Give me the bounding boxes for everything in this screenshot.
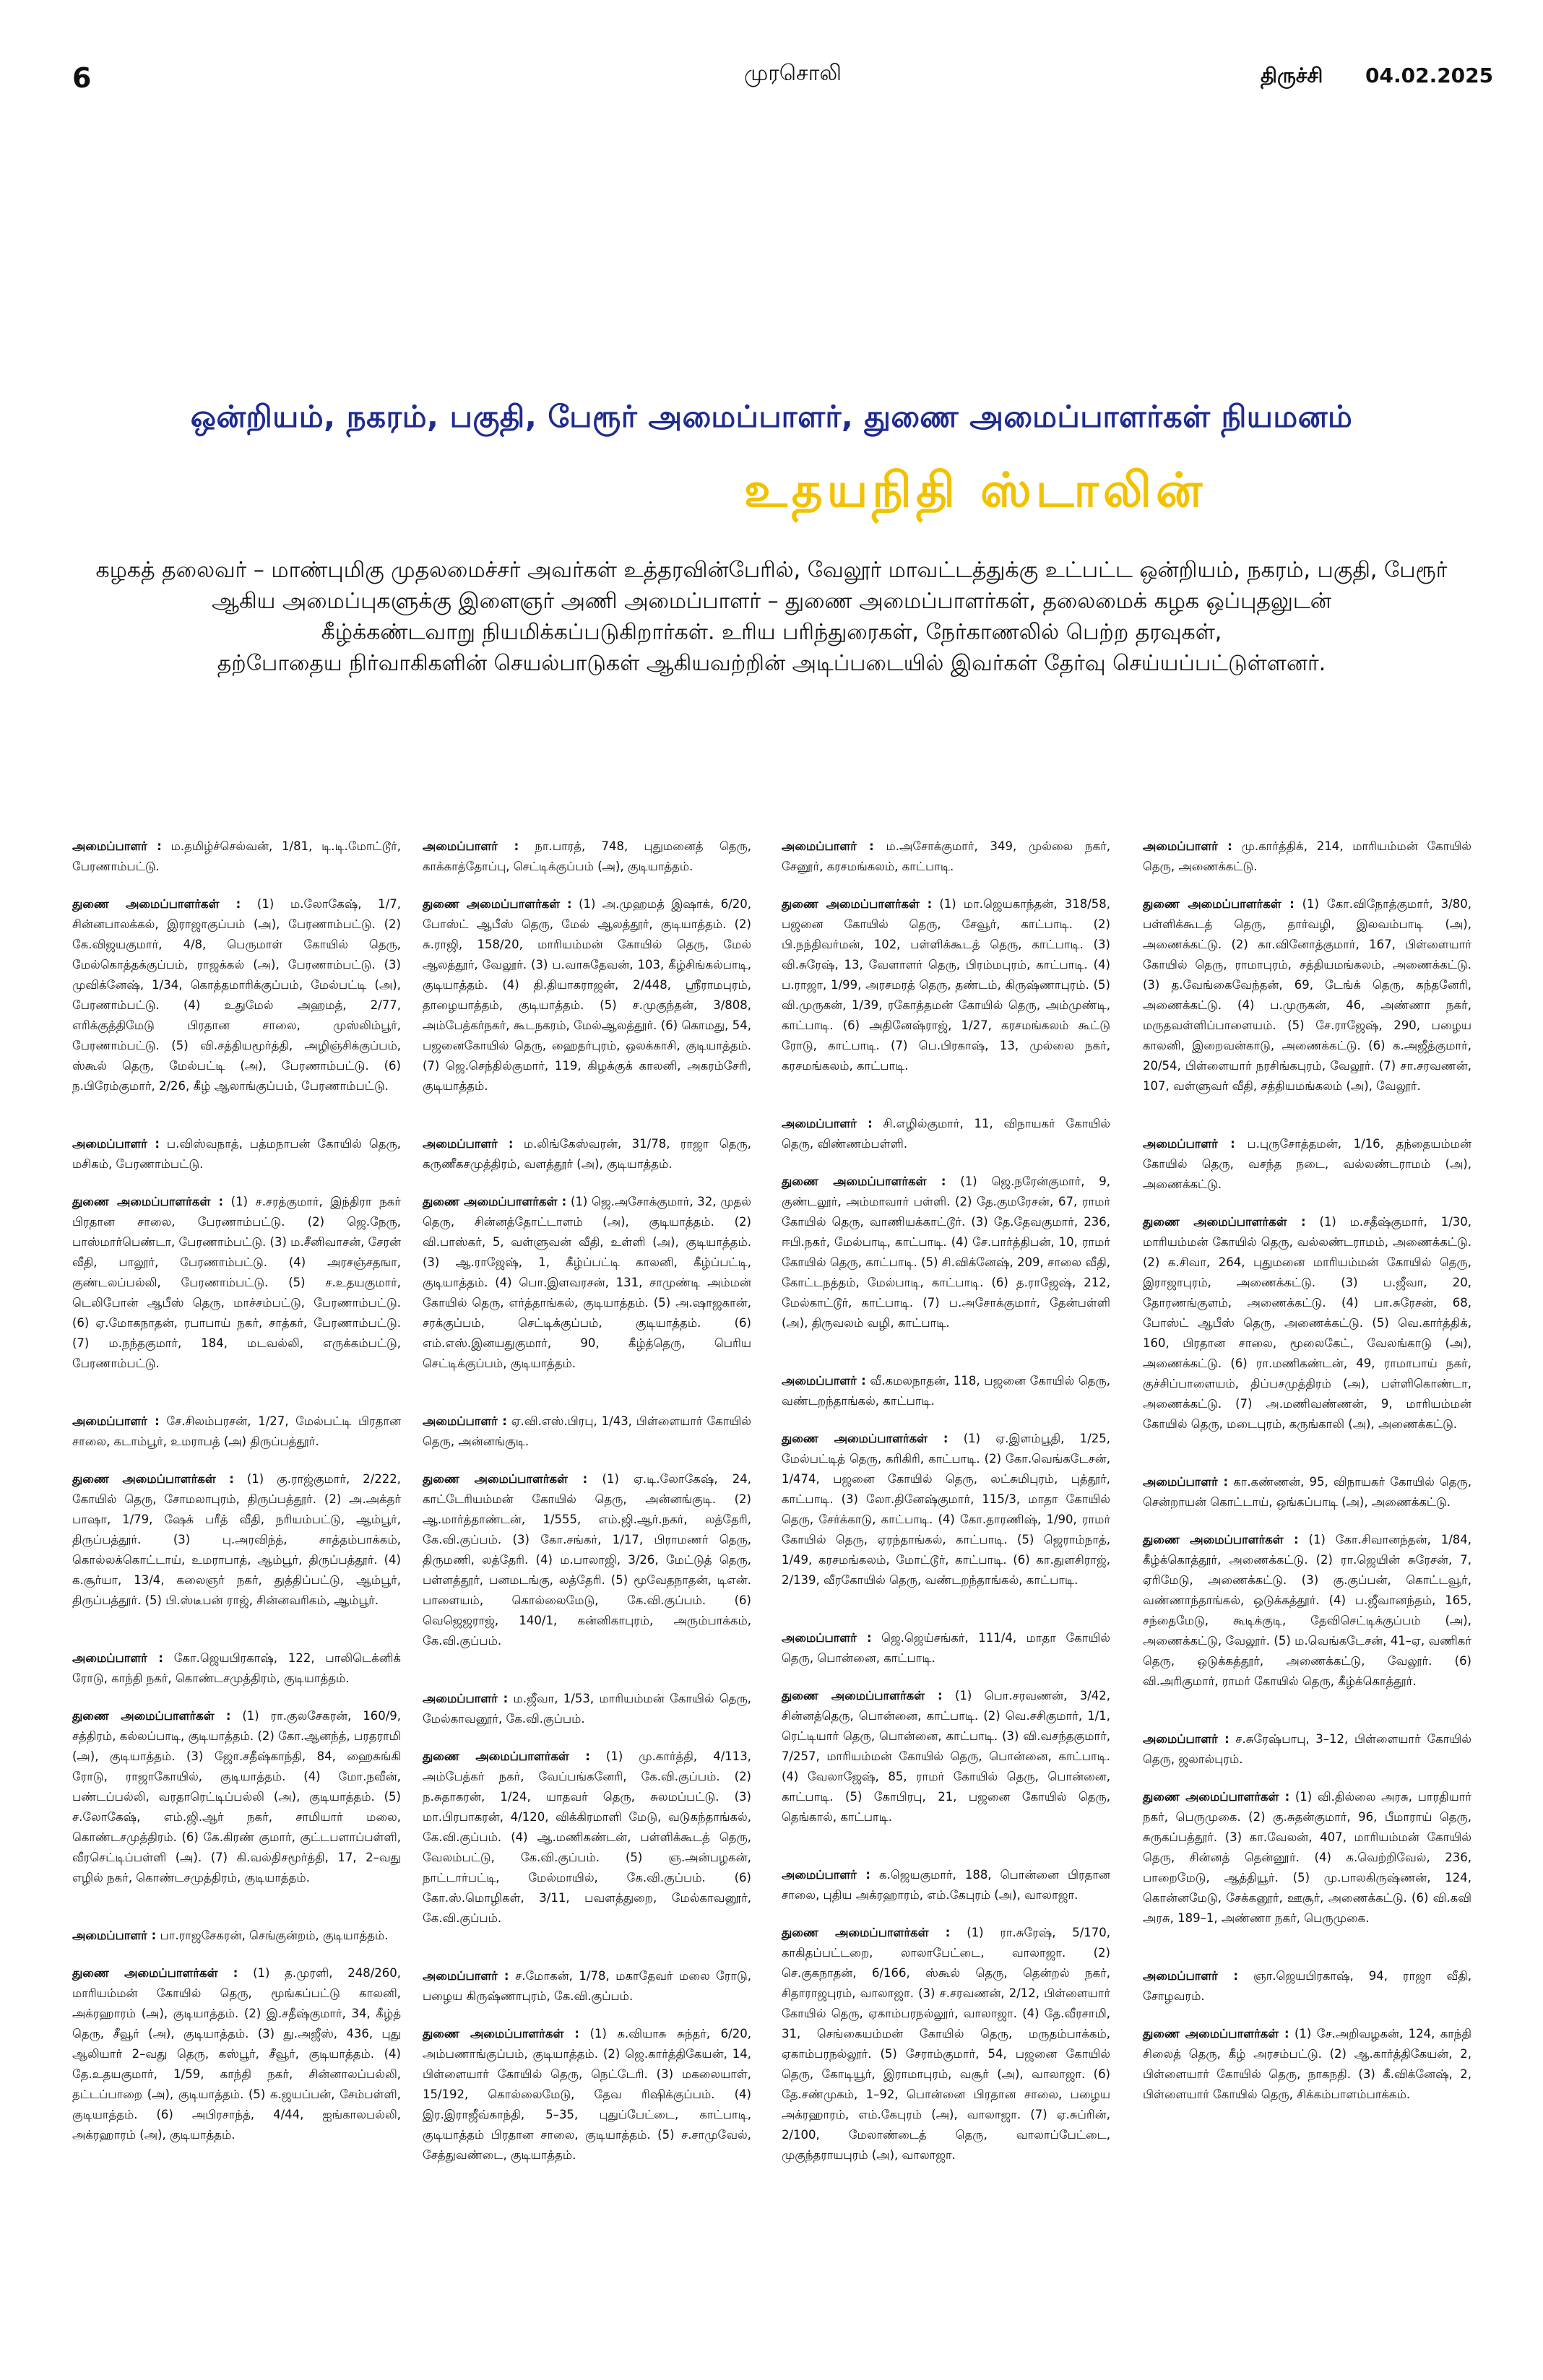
organizer-label: அமைப்பாளர் : <box>72 1651 163 1665</box>
deputies-label: துணை அமைப்பாளர்கள் : <box>1143 1215 1306 1229</box>
intro-line: கழகத் தலைவர் – மாண்புமிகு முதலமைச்சர் அவர்கள் உத்தரவின்பேரில், வேலூர் மாவட்டத்துக்கு உட்பட்ட ஒன்றியம், நகரம், பகுதி, பேரூர் <box>95 558 1448 583</box>
organizer-text: ச.சுரேஷ்பாபு, 3–12, பிள்ளையார் கோயில் தெரு, ஜலால்புரம். <box>1143 1732 1471 1766</box>
deputies-entry <box>782 1686 1110 1827</box>
organizer-label: அமைப்பாளர் : <box>782 839 874 853</box>
deputies-text: (1) ஏ.இளம்பூதி, 1/25, மேல்பட்டித் தெரு, கரிகிரி, காட்பாடி. (2) கோ.வெங்கடேசன், 1/474, பஜனை கோயில் தெரு, லட்சுமிபுரம், புத்தூர், காட்பாடி. (3) லோ.தினேஷ்குமார், 115/3, மாதா கோயில் தெரு, சேர்க்காடு, காட்பாடி. (4) கோ.தாரணிஷ், 1/90, ராமர் கோயில் தெரு, ஏரந்தாங்கல், காட்பாடி. (5) ஜெராம்நாத், 1/49, கரசமங்கலம், மோட்டூர், காட்பாடி. (6) கா.துளசிராஜ், 2/139, வீரகோயில் தெரு, வண்டறந்தாங்கல், காட்பாடி. <box>782 1432 1111 1587</box>
organizer-text: ப.புருசோத்தமன், 1/16, தந்தையம்மன் கோயில் தெரு, வசந்த நடை, வல்லண்டராமம் (அ), அணைக்கட்டு. <box>1143 1137 1471 1191</box>
organizer-entry <box>423 1689 751 1729</box>
deputies-text: (1) கோ.சிவானந்தன், 1/84, கீழ்க்கொத்தூர், அணைக்கட்டு. (2) ரா.ஜெயின் சுரேசன், 7, ஏரிமேடு, அணைக்கட்டு. (3) கு.குப்பன், கொட்டவூர், வண்ணாந்தாங்கல், ஒடுக்கத்தூர். (4) ப.ஜீவானந்தம், 165, சந்தைமேடு, கூடிக்குடி, தேவிசெட்டிக்குப்பம் (அ), அணைக்கட்டு, வேலூர். (5) ம.வெங்கடேசன், 41–ஏ, வணிகர் தெரு, ஒடுக்கத்தூர், அணைக்கட்டு, வேலூர். (6) வி.அரிகுமார், ராமர் கோயில் தெரு, கீழ்க்கொத்தூர். <box>1143 1533 1472 1688</box>
deputies-entry <box>782 1923 1110 2165</box>
deputies-label: துணை அமைப்பாளர்கள் : <box>72 897 241 911</box>
deputies-label: துணை அமைப்பாளர்கள் : <box>782 1926 951 1939</box>
deputies-label: துணை அமைப்பாளர்கள் : <box>72 1195 224 1208</box>
organizer-entry <box>782 1371 1110 1411</box>
organizer-text: நா.பாரத், 748, புதுமனைத் தெரு, காக்காத்தோப்பு, செட்டிக்குப்பம் (அ), குடியாத்தம். <box>423 839 751 873</box>
organizer-label: அமைப்பாளர் : <box>72 839 162 853</box>
deputies-entry <box>1143 1787 1471 1929</box>
organizer-text: சே.சிலம்பரசன், 1/27, மேல்பட்டி பிரதான சாலை, கடாம்பூர், உமராபத் (அ) திருப்பத்தூர். <box>72 1414 401 1448</box>
deputies-label: துணை அமைப்பாளர்கள் : <box>423 1472 588 1486</box>
deputies-entry <box>72 1192 401 1374</box>
organizer-entry <box>782 1628 1110 1669</box>
deputies-text: (1) ரா.குலசேகரன், 160/9, சத்திரம், கல்லப்பாடி, குடியாத்தம். (2) கோ.ஆனந்த், பரதராமி (அ), குடியாத்தம். (3) ஜோ.சதீஷ்காந்தி, 84, ஹைசுங்கி ரோடு, ராஜாகோயில், குடியாத்தம். (4) மோ.நவீன், பண்டப்பல்லி, வரதாரெட்டிப்பல்லி (அ), குடியாத்தம். (5) ச.லோகேஷ், எம்.ஜி.ஆர் நகர், சாமியார் மலை, கொண்டசமுத்திரம். (6) கே.கிரண் குமார், குட்டபளாப்பள்ளி, வீரசெட்டிப்பள்ளி (அ). (7) கி.வல்திசமூர்த்தி, 17, 2–வது எழில் நகர், கொண்டசமுத்திரம், குடியாத்தம். <box>72 1709 401 1884</box>
appointment-block <box>72 1926 401 2145</box>
deputies-entry <box>423 894 751 1096</box>
appointment-block <box>72 1134 401 1374</box>
appointment-block <box>1143 1472 1471 1692</box>
deputies-text: (1) அ.முஹமத் இஷாக், 6/20, போஸ்ட் ஆபீஸ் தெரு, மேல் ஆலத்தூர், குடியாத்தம். (2) சு.ராஜி, 158/20, மாரியம்மன் கோயில் தெரு, மேல் ஆலத்தூர், வேலூர். (3) ப.வாசுதேவன், 103, கீழ்சிங்கல்பாடி, குடியாத்தம். (4) தி.தியாகராஜன், 2/448, ஸ்ரீராமபுரம், தாழையாத்தம், குடியாத்தம். (5) ச.முகுந்தன், 3/808, அம்பேத்கர்நகர், கூடநகரம், மேல்ஆலத்தூர். (6) கொமது, 54, பஜனைகோயில் தெரு, ஹைதர்புரம், ஒலக்காசி, குடியாத்தம். (7) ஜெ.செந்தில்குமார், 119, கிழக்குக் காலனி, அகரம்சேரி, குடியாத்தம். <box>423 897 751 1093</box>
deputies-entry <box>1143 1530 1471 1692</box>
appointment-block <box>72 1411 401 1611</box>
organizer-entry <box>782 1114 1110 1154</box>
appointment-block <box>423 836 751 1096</box>
organizer-text: சி.எழில்குமார், 11, விநாயகர் கோயில் தெரு, விண்ணம்பள்ளி. <box>782 1117 1111 1151</box>
deputies-label: துணை அமைப்பாளர்கள் : <box>72 1472 234 1486</box>
organizer-label: அமைப்பாளர் : <box>423 1414 507 1428</box>
deputies-label: துணை அமைப்பாளர்கள் : <box>782 1174 946 1188</box>
deputies-text: (1) ம.சதீஷ்குமார், 1/30, மாரியம்மன் கோயில் தெரு, வல்லண்டராமம், அணைக்கட்டு. (2) க.சிவா, 264, புதுமனை மாரியம்மன் கோயில் தெரு, இராஜாபுரம், அணைக்கட்டு. (3) ப.ஜீவா, 20, தோரணங்குளம், அணைக்கட்டு. (4) பா.சுரேசன், 68, போஸ்ட் ஆபீஸ் தெரு, அணைக்கட்டு. (5) வெ.கார்த்திக், 160, பிரதான சாலை, மூலைகேட், வேலங்காடு (அ), அணைக்கட்டு. (6) ரா.மணிகண்டன், 49, ராமாபாய் நகர், குச்சிப்பாளையம், திப்பசமுத்திரம் (அ), பள்ளிகொண்டா, அணைக்கட்டு. (7) அ.மணிவண்ணன், 9, மாரியம்மன் கோயில் தெரு, மடைபுரம், கருங்காலி (அ), அணைக்கட்டு. <box>1143 1215 1471 1431</box>
deputies-label: துணை அமைப்பாளர்கள் : <box>72 1966 238 1980</box>
organizer-entry <box>423 1966 751 2007</box>
organizer-label: அமைப்பாளர் : <box>1143 1137 1235 1151</box>
deputies-text: (1) ஜெ.அசோக்குமார், 32, முதல் தெரு, சின்னத்தோட்டாளம் (அ), குடியாத்தம். (2) வி.பாஸ்கர், 5, வள்ளுவன் வீதி, உள்ளி (அ), குடியாத்தம். (3) ஆ.ராஜேஷ், 1, கீழ்ப்பட்டி காலனி, கீழ்ப்பட்டி, குடியாத்தம். (4) பொ.இளவரசன், 131, சாமுண்டி அம்மன் கோயில் தெரு, எர்த்தாங்கல், குடியாத்தம். (5) அ.ஷாஜகான், சரக்குப்பம், செட்டிக்குப்பம், குடியாத்தம். (6) எம்.எஸ்.இனயதுகுமார், 90, கீழ்த்தெரு, பெரிய செட்டிக்குப்பம், குடியாத்தம். <box>423 1195 751 1370</box>
organizer-label: அமைப்பாளர் : <box>782 1868 871 1882</box>
leader-name: உதயநிதி ஸ்டாலின் <box>743 462 1207 518</box>
organizer-text: வீ.கமலநாதன், 118, பஜனை கோயில் தெரு, வண்டறந்தாங்கல், காட்பாடி. <box>782 1374 1110 1408</box>
organizer-label: அமைப்பாளர் : <box>72 1414 160 1428</box>
organizer-text: ம.லிங்கேஸ்வரன், 31/78, ராஜா தெரு, கருணீகசமுத்திரம், வளத்தூர் (அ), குடியாத்தம். <box>423 1137 751 1171</box>
organizer-text: க.ஜெயகுமார், 188, பொன்னை பிரதான சாலை, புதிய அக்ரஹாரம், எம்.கேபுரம் (அ), வாலாஜா. <box>782 1868 1110 1902</box>
deputies-label: துணை அமைப்பாளர்கள் : <box>782 897 933 911</box>
appointment-block <box>423 1411 751 1651</box>
deputies-text: (1) பொ.சரவணன், 3/42, சின்னத்தெரு, பொன்னை, காட்பாடி. (2) வெ.சசிகுமார், 1/1, ரெட்டியார் தெரு, பொன்னை, காட்பாடி. (3) வி.வசந்தகுமார், 7/257, மாரியம்மன் கோயில் தெரு, பொன்னை, காட்பாடி. (4) வேலாஜேஷ், 85, ராமர் கோயில் தெரு, பொன்னை, காட்பாடி. (5) கோபிரபு, 21, பஜனை கோயில் தெரு, தெங்கால், காட்பாடி. <box>782 1689 1110 1824</box>
appointment-block <box>72 1648 401 1888</box>
organizer-label: அமைப்பாளர் : <box>423 839 519 853</box>
organizer-label: அமைப்பாளர் : <box>72 1137 160 1151</box>
newspaper-name: முரசொலி <box>744 61 842 86</box>
edition-date: 04.02.2025 <box>1365 64 1494 87</box>
deputies-text: (1) மு.கார்த்தி, 4/113, அம்பேத்கர் நகர், வேப்பங்கனேரி, கே.வி.குப்பம். (2) ந.சுதாகரன், 1/24, யாதவர் தெரு, சுலமப்பட்டு. (3) மா.பிரபாகரன், 4/120, விக்கிரமாளி மேடு, வடுகந்தாங்கல், கே.வி.குப்பம். (4) ஆ.மணிகண்டன், பள்ளிக்கூடத் தெரு, வேலம்பட்டு, கே.வி.குப்பம். (5) ஞ.அன்பழகன், நாட்டார்பட்டி, மேல்மாயில், கே.வி.குப்பம். (6) கோ.ஸ்.மொழிகள், 3/11, பவளத்துறை, மேல்காவனூர், கே.வி.குப்பம். <box>423 1749 751 1925</box>
organizer-text: ப.விஸ்வநாத், பத்மநாபன் கோயில் தெரு, மசிகம், பேரணாம்பட்டு. <box>72 1137 401 1171</box>
deputies-text: (1) ம.லோகேஷ், 1/7, சின்னபாலக்கல், இராஜாகுப்பம் (அ), பேரணாம்பட்டு. (2) கே.விஜயகுமார், 4/8, பெருமாள் கோயில் தெரு, மேல்கொத்தக்குப்பம், ராஜக்கல் (அ), பேரணாம்பட்டு. (3) முவிக்னேஷ், 1/34, கொத்தமாரிக்குப்பம், மேல்பட்டி (அ), பேரணாம்பட்டு. (4) உதுமேல் அஹமத், 2/77, எரிக்குத்திமேடு பிரதான சாலை, முஸ்லிம்பூர், பேரணாம்பட்டு. (5) வி.சத்தியமூர்த்தி, அழிஞ்சிக்குப்பம், ஸ்கூல் தெரு, மேல்பட்டி (அ), பேரணாம்பட்டு. (6) ந.பிரேம்குமார், 2/26, கீழ் ஆலாங்குப்பம், பேரணாம்பட்டு. <box>72 897 401 1093</box>
organizer-label: அமைப்பாளர் : <box>782 1631 872 1645</box>
column-1 <box>72 836 401 2183</box>
deputies-entry <box>72 1963 401 2145</box>
organizer-text: கா.கண்ணன், 95, விநாயகர் கோயில் தெரு, சென்றாயன் கொட்டாய், ஒங்கப்பாடி (அ), அணைக்கட்டு. <box>1143 1475 1471 1509</box>
page-number: 6 <box>72 62 92 94</box>
column-4 <box>1143 836 1471 2142</box>
deputies-label: துணை அமைப்பாளர்கள் : <box>1143 1533 1299 1546</box>
appointment-block <box>782 1628 1110 1827</box>
deputies-text: (1) ச.சரத்குமார், இந்திரா நகர் பிரதான சாலை, பேரணாம்பட்டு. (2) ஜெ.நேரு, பாஸ்மார்பெண்டா, பேரணாம்பட்டு. (3) ம.சீனிவாசன், சேரன் வீதி, பாலூர், பேரணாம்பட்டு. (4) அரசஞ்சதஙா, குண்டலப்பல்லி, பேரணாம்பட்டு. (5) ச.உதயகுமார், டெலிபோன் ஆபீஸ் தெரு, மாச்சம்பட்டு, பேரணாம்பட்டு. (6) ஏ.மோகநாதன், ரபாபாய் நகர், சாத்கர், பேரணாம்பட்டு. (7) ம.நந்தகுமார், 184, மடவல்லி, எருக்கம்பட்டு, பேரணாம்பட்டு. <box>72 1195 401 1370</box>
organizer-label: அமைப்பாளர் : <box>423 1692 509 1705</box>
appointment-block <box>1143 1966 1471 2105</box>
deputies-label: துணை அமைப்பாளர்கள் : <box>423 1749 590 1763</box>
appointment-block <box>1143 836 1471 1096</box>
organizer-label: அமைப்பாளர் : <box>1143 839 1232 853</box>
organizer-entry <box>423 1411 751 1452</box>
deputies-text: (1) க.வியாசு சுந்தர், 6/20, அம்பணாங்குப்பம், குடியாத்தம். (2) ஜெ.கார்த்திகேயன், 14, பிள்ளையார் கோயில் தெரு, நெட்டேரி. (3) மகலையாள், 15/192, கொல்லைமேடு, தேவ ரிஷிக்குப்பம். (4) இர.இராஜீவ்காந்தி, 5–35, புதுப்பேட்டை, காட்பாடி, குடியாத்தம் பிரதான சாலை, குடியாத்தம். (5) ச.சாமுவேல், சேத்துவண்டை, குடியாத்தம். <box>423 2027 751 2162</box>
appointment-block <box>782 1865 1110 2165</box>
deputies-entry <box>423 1192 751 1374</box>
organizer-text: ஜெ.ஜெய்சங்கர், 111/4, மாதா கோயில் தெரு, பொன்னை, காட்பாடி. <box>782 1631 1110 1665</box>
organizer-text: ஞா.ஜெயபிரகாஷ், 94, ராஜா வீதி, சோழவரம். <box>1143 1969 1471 2003</box>
organizer-entry <box>72 1926 401 1946</box>
edition-city: திருச்சி <box>1261 64 1323 87</box>
organizer-entry <box>72 1648 401 1689</box>
organizer-entry <box>72 836 401 877</box>
deputies-label: துணை அமைப்பாளர்கள் : <box>782 1432 948 1445</box>
organizer-text: ஏ.வி.எஸ்.பிரபு, 1/43, பிள்ளையார் கோயில் தெரு, அன்னங்குடி. <box>423 1414 751 1448</box>
deputies-label: துணை அமைப்பாளர்கள் : <box>1143 2027 1289 2041</box>
organizer-entry <box>782 836 1110 877</box>
appointment-block <box>782 1371 1110 1591</box>
intro-line: ஆகிய அமைப்புகளுக்கு இளைஞர் அணி அமைப்பாளர் – துணை அமைப்பாளர்கள், தலைமைக் கழக ஒப்புதலுடன் <box>212 589 1331 614</box>
intro-paragraph <box>72 555 1471 679</box>
organizer-text: ச.மோகன், 1/78, மகாதேவர் மலை ரோடு, பழைய கிருஷ்ணாபுரம், கே.வி.குப்பம். <box>423 1969 751 2003</box>
appointment-block <box>423 1966 751 2165</box>
deputies-text: (1) த.முரளி, 248/260, மாரியம்மன் கோயில் தெரு, மூங்கப்பட்டு காலனி, அக்ரஹாரம் (அ), குடியாத்தம். (2) இ.சதீஷ்குமார், 34, கீழ்த் தெரு, சீவூர் (அ), குடியாத்தம். (3) து.அஜீஸ், 436, புது ஆலியார் 2–வது தெரு, கஸ்பூர், சீவூர், குடியாத்தம். (4) தே.உதயகுமார், 1/59, காந்தி நகர், சின்னாலப்பல்லி, தட்டப்பாறை (அ), குடியாத்தம். (5) க.ஜயப்பன், சேம்பள்ளி, குடியாத்தம். (6) அபிரசாந்த், 4/44, ஐங்காலபல்லி, அக்ரஹாரம் (அ), குடியாத்தம். <box>72 1966 401 2142</box>
deputies-label: துணை அமைப்பாளர்கள் : <box>423 2027 579 2041</box>
organizer-text: ம.அசோக்குமார், 349, முல்லை நகர், சேனூர், கரசமங்கலம், காட்பாடி. <box>782 839 1110 873</box>
deputies-text: (1) மா.ஜெயகாந்தன், 318/58, பஜனை கோயில் தெரு, சேவூர், காட்பாடி. (2) பி.நந்திவர்மன், 102, பள்ளிக்கூடத் தெரு, காட்பாடி. (3) வி.சுரேஷ், 13, வேளாளர் தெரு, பிரம்மபுரம், காட்பாடி. (4) ப.ராஜா, 1/99, அரசமரத் தெரு, தண்டம், கிருஷ்ணாபுரம். (5) வி.முருகன், 1/39, ரகோத்தமன் கோயில் தெரு, அம்முண்டி, காட்பாடி. (6) அதினேஷ்ராஜ், 1/27, கரசமங்கலம் கூட்டு ரோடு, காட்பாடி. (7) பெ.பிரகாஷ், 13, முல்லை நகர், கரசமங்கலம், காட்பாடி. <box>782 897 1111 1073</box>
deputies-label: துணை அமைப்பாளர்கள் : <box>1143 897 1295 911</box>
organizer-entry <box>72 1411 401 1452</box>
organizer-entry <box>1143 1729 1471 1770</box>
appointment-block <box>423 1134 751 1374</box>
organizer-entry <box>1143 1966 1471 2007</box>
deputies-text: (1) ஜெ.நரேன்குமார், 9, குண்டலூர், அம்மாவார் பள்ளி. (2) தே.குமரேசன், 67, ராமர் கோயில் தெரு, வாணியக்காட்டூர். (3) தே.தேவகுமார், 236, ஈபி.நகர், மேல்பாடி, காட்பாடி. (4) சே.பார்த்திபன், 10, ராமர் கோயில் தெரு, காட்பாடி. (5) சி.விக்னேஷ், 209, சாலை வீதி, கோட்டநத்தம், மேல்பாடி, காட்பாடி. (6) த.ராஜேஷ், 212, மேல்காட்டூர், காட்பாடி. (7) ப.அசோக்குமார், தேன்பள்ளி (அ), திருவலம் வழி, காட்பாடி. <box>782 1174 1111 1330</box>
appointment-block <box>1143 1729 1471 1929</box>
appointment-block <box>72 836 401 1096</box>
deputies-entry <box>72 1706 401 1888</box>
organizer-entry <box>72 1134 401 1174</box>
organizer-label: அமைப்பாளர் : <box>1143 1475 1229 1489</box>
deputies-entry <box>423 1469 751 1651</box>
deputies-entry <box>1143 1212 1471 1435</box>
headline: ஒன்றியம், நகரம், பகுதி, பேரூர் அமைப்பாளர், துணை அமைப்பாளர்கள் நியமனம் <box>190 399 1353 434</box>
organizer-text: பா.ராஜசேகரன், செங்குன்றம், குடியாத்தம். <box>160 1929 389 1942</box>
deputies-entry <box>423 2024 751 2165</box>
organizer-label: அமைப்பாளர் : <box>1143 1732 1229 1746</box>
organizer-label: அமைப்பாளர் : <box>72 1929 157 1942</box>
organizer-entry <box>423 836 751 877</box>
appointment-block <box>1143 1134 1471 1435</box>
organizer-text: கோ.ஜெயபிரகாஷ், 122, பாலிடெக்னிக் ரோடு, காந்தி நகர், கொண்டசமுத்திரம், குடியாத்தம். <box>72 1651 401 1685</box>
organizer-entry <box>1143 1134 1471 1195</box>
intro-line: தற்போதைய நிர்வாகிகளின் செயல்பாடுகள் ஆகியவற்றின் அடிப்படையில் இவர்கள் தேர்வு செய்யப்பட்டுள்ளனர். <box>217 651 1326 676</box>
organizer-label: அமைப்பாளர் : <box>782 1374 866 1388</box>
organizer-entry <box>782 1865 1110 1905</box>
organizer-label: அமைப்பாளர் : <box>423 1969 509 1983</box>
deputies-text: (1) கோ.விநோத்குமார், 3/80, பள்ளிக்கூடத் தெரு, தார்வழி, இலவம்பாடி (அ), அணைக்கட்டு. (2) கா.வினோத்குமார், 167, பிள்ளையார் கோயில் தெரு, ராமாபுரம், சத்தியமங்கலம், அணைக்கட்டு. (3) த.வேங்கைவேந்தன், 69, டேங்க் தெரு, கந்தனேரி, அணைக்கட்டு. (4) ப.முருகன், 46, அண்ணா நகர், மருதவள்ளிப்பாளையம். (5) சே.ராஜேஷ், 290, பழைய காலனி, இறைவன்காடு, அணைக்கட்டு. (6) க.அஜீத்குமார், 20/54, பிள்ளையார் நரசிங்கபுரம், வேலூர். (7) சா.சரவணன், 107, வள்ளுவர் வீதி, சத்தியமங்கலம் (அ), வேலூர். <box>1143 897 1471 1093</box>
deputies-label: துணை அமைப்பாளர்கள் : <box>72 1709 231 1723</box>
organizer-label: அமைப்பாளர் : <box>423 1137 514 1151</box>
organizer-text: ம.ஜீவா, 1/53, மாரியம்மன் கோயில் தெரு, மேல்காவனூர், கே.வி.குப்பம். <box>423 1692 751 1726</box>
column-2 <box>423 836 751 2203</box>
deputies-text: (1) ஏ.டி.லோகேஷ், 24, காட்டேரியம்மன் கோயில் தெரு, அன்னங்குடி. (2) ஆ.மார்த்தாண்டன், 1/555, எம்.ஜி.ஆர்.நகர், லத்தேரி, கே.வி.குப்பம். (3) கோ.சங்கர், 1/17, பிராமணர் தெரு, திருமணி, லத்தேரி. (4) ம.பாலாஜி, 3/26, மேட்டுத் தெரு, பள்ளத்தூர், பனமடங்கு, லத்தேரி. (5) மூவேதநாதன், டிஎன். பாளையம், கொல்லைமேடு, கே.வி.குப்பம். (6) வெஜெஜராஜ், 140/1, கன்னிகாபுரம், அரும்பாக்கம், கே.வி.குப்பம். <box>423 1472 752 1648</box>
appointment-block <box>782 1114 1110 1333</box>
deputies-entry <box>423 1747 751 1929</box>
appointment-block <box>782 836 1110 1076</box>
organizer-label: அமைப்பாளர் : <box>782 1117 873 1130</box>
deputies-text: (1) வி.தில்லை அரசு, பாரதியார் நகர், பெருமுகை. (2) கு.சுதன்குமார், 96, பீமாராய் தெரு, சுருகப்பத்தூர். (3) கா.வேலன், 407, மாரியம்மன் கோயில் தெரு, சின்னத் தென்னூர். (4) க.வெற்றிவேல், 236, பாறைமேடு, ஆத்தியூர். (5) மு.பாலகிருஷ்ணன், 124, கொன்னமேடு, சேக்கனூர், ஊசூர், அணைக்கட்டு. (6) வி.கவி அரசு, 189–1, அண்ணா நகர், பெருமுகை. <box>1143 1790 1471 1925</box>
deputies-label: துணை அமைப்பாளர்கள் : <box>782 1689 943 1702</box>
intro-line: கீழ்க்கண்டவாறு நியமிக்கப்படுகிறார்கள். உரிய பரிந்துரைகள், நேர்காணலில் பெற்ற தரவுகள், <box>321 620 1222 645</box>
deputies-text: (1) கு.ராஜ்குமார், 2/222, கோயில் தெரு, சோமலாபுரம், திருப்பத்தூர். (2) அ.அக்தர் பாஷா, 1/79, ஷேக் பரீத் வீதி, நரியம்பட்டு, ஆம்பூர், திருப்பத்தூர். (3) பு.அரவிந்த், சாத்தம்பாக்கம், கொல்லக்கொட்டாய், உமராபாத், ஆம்பூர், திருப்பத்தூர். (4) க.சூர்யா, 13/4, கலைஞர் நகர், துத்திப்பட்டு, ஆம்பூர், திருப்பத்தூர். (5) பி.ஸ்டீபன் ராஜ், சின்னவரிகம், ஆம்பூர். <box>72 1472 401 1607</box>
deputies-entry <box>1143 2024 1471 2105</box>
deputies-label: துணை அமைப்பாளர்கள் : <box>1143 1790 1290 1804</box>
deputies-entry <box>782 1172 1110 1333</box>
organizer-text: ம.தமிழ்ச்செல்வன், 1/81, டி.டி.மோட்டூர், பேரணாம்பட்டு. <box>72 839 401 873</box>
deputies-entry <box>72 1469 401 1611</box>
deputies-entry <box>1143 894 1471 1096</box>
deputies-entry <box>72 894 401 1096</box>
organizer-text: மு.கார்த்திக், 214, மாரியம்மன் கோயில் தெரு, அணைக்கட்டு. <box>1143 839 1471 873</box>
deputies-label: துணை அமைப்பாளர்கள் : <box>423 1195 567 1208</box>
deputies-entry <box>782 894 1110 1076</box>
deputies-text: (1) ரா.சுரேஷ், 5/170, காகிதப்பட்டறை, லாலாபேட்டை, வாலாஜா. (2) செ.குகநாதன், 6/166, ஸ்கூல் தெரு, தென்றல் நகர், சிதாராஜபுரம், வாலாஜா. (3) ச.சரவணன், 2/12, பிள்ளையார் கோயில் தெரு, ஏகாம்பரநல்லூர், வாலாஜா. (4) தே.வீரசாமி, 31, செங்கையம்மன் கோயில் தெரு, மருதம்பாக்கம், ஏகாம்பரநல்லூர். (5) சேராம்குமார், 54, பஜனை கோயில் தெரு, கோடியூர், இராமாபுரம், வசூர் (அ), வாலாஜா. (6) தே.சண்முகம், 1–92, பொன்னை பிரதான சாலை, பழைய அக்ரஹாரம், எம்.கேபுரம் (அ), வாலாஜா. (7) ஏ.சுப்ரின், 2/100, மேலாண்டைத் தெரு, வாலாப்பேட்டை, முகுந்தராயபுரம் (அ), வாலாஜா. <box>782 1926 1111 2162</box>
organizer-entry <box>1143 836 1471 877</box>
organizer-entry <box>423 1134 751 1174</box>
deputies-text: (1) சே.அறிவழகன், 124, காந்தி சிலைத் தெரு, கீழ் அரசம்பட்டு. (2) ஆ.கார்த்திகேயன், 2, பிள்ளையார் கோயில் தெரு, நாகநதி. (3) கீ.விக்னேஷ், 2, பிள்ளையார் கோயில் தெரு, சிக்கம்பாளம்பாக்கம். <box>1143 2027 1471 2101</box>
organizer-label: அமைப்பாளர் : <box>1143 1969 1238 1983</box>
organizer-entry <box>1143 1472 1471 1513</box>
column-3 <box>782 836 1110 2203</box>
deputies-label: துணை அமைப்பாளர்கள் : <box>423 897 572 911</box>
deputies-entry <box>782 1429 1110 1591</box>
appointment-block <box>423 1689 751 1929</box>
